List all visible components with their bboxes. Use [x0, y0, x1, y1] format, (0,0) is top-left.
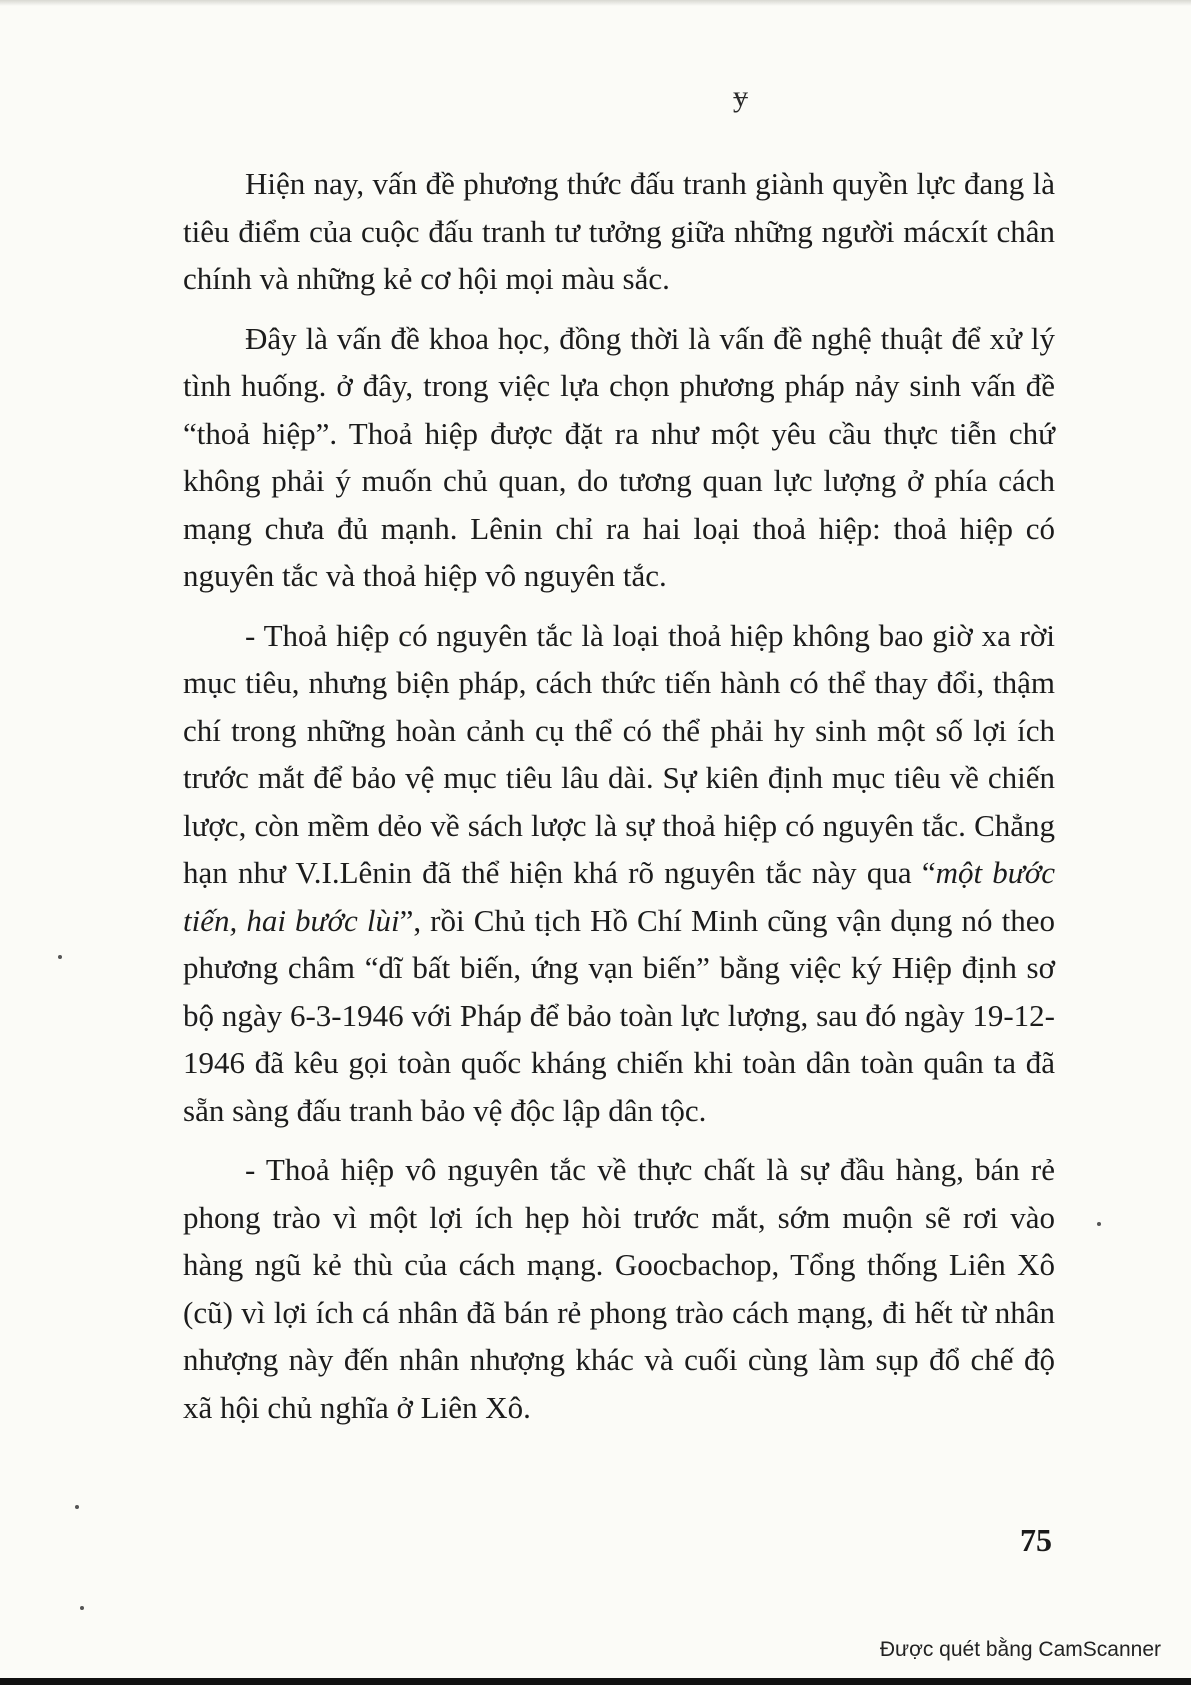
- page-body: [183, 160, 1055, 1431]
- scan-top-edge: [0, 0, 1191, 6]
- camscanner-watermark: Được quét bằng CamScanner: [879, 1638, 1161, 1661]
- scan-speck: [58, 955, 62, 959]
- paragraph-2: Đây là vấn đề khoa học, đồng thời là vấn đề nghệ thuật để xử lý tình huống. ở đây, trong việc lựa chọn phương pháp nảy sinh vấn đề “thoả hiệp”. Thoả hiệp được đặt ra như một yêu cầu thực tiễn chứ không phải ý muốn chủ quan, do tương quan lực lượng ở phía cách mạng chưa đủ mạnh. Lênin chỉ ra hai loại thoả hiệp: thoả hiệp có nguyên tắc và thoả hiệp vô nguyên tắc.: [183, 320, 1055, 593]
- scan-speck: [80, 1606, 84, 1610]
- scan-bottom-edge: [0, 1678, 1191, 1685]
- scan-speck: [75, 1505, 79, 1509]
- italic-quote: một bước tiến, hai bước lùi: [183, 855, 1055, 938]
- paragraph-3-part-1: - Thoả hiệp có nguyên tắc là loại thoả hiệp không bao giờ xa rời mục tiêu, nhưng biện pháp, cách thức tiến hành có thể thay đổi, thậm chí trong những hoàn cảnh cụ thể có thể phải hy sinh một số lợi ích trước mắt để bảo vệ mục tiêu lâu dài. Sự kiên định mục tiêu về chiến lược, còn mềm dẻo về sách lược là sự thoả hiệp có nguyên tắc. Chẳng hạn như V.I.Lênin đã thể hiện khá rõ nguyên tắc này qua “: [183, 617, 1055, 890]
- paragraph-1: Hiện nay, vấn đề phương thức đấu tranh giành quyền lực đang là tiêu điểm của cuộc đấu tranh tư tưởng giữa những người mácxít chân chính và những kẻ cơ hội mọi màu sắc.: [183, 166, 1055, 296]
- paragraph-3-part-2: ”, rồi Chủ tịch Hồ Chí Minh cũng vận dụng nó theo phương châm “dĩ bất biến, ứng vạn biến” bằng việc ký Hiệp định sơ bộ ngày 6-3-1946 với Pháp để bảo toàn lực lượng, sau đó ngày 19-12-1946 đã kêu gọi toàn quốc kháng chiến khi toàn dân toàn quân ta đã sẵn sàng đấu tranh bảo vệ độc lập dân tộc.: [183, 902, 1055, 1128]
- page-number: 75: [1020, 1522, 1052, 1558]
- paragraph-3: [183, 612, 1055, 1135]
- header-mark: ɏ: [733, 80, 748, 113]
- paragraph-4: - Thoả hiệp vô nguyên tắc về thực chất là sự đầu hàng, bán rẻ phong trào vì một lợi ích hẹp hòi trước mắt, sớm muộn sẽ rơi vào hàng ngũ kẻ thù của cách mạng. Goocbachop, Tổng thống Liên Xô (cũ) vì lợi ích cá nhân đã bán rẻ phong trào cách mạng, đi hết từ nhân nhượng này đến nhân nhượng khác và cuối cùng làm sụp đổ chế độ xã hội chủ nghĩa ở Liên Xô.: [183, 1152, 1055, 1425]
- scan-speck: [1097, 1222, 1101, 1226]
